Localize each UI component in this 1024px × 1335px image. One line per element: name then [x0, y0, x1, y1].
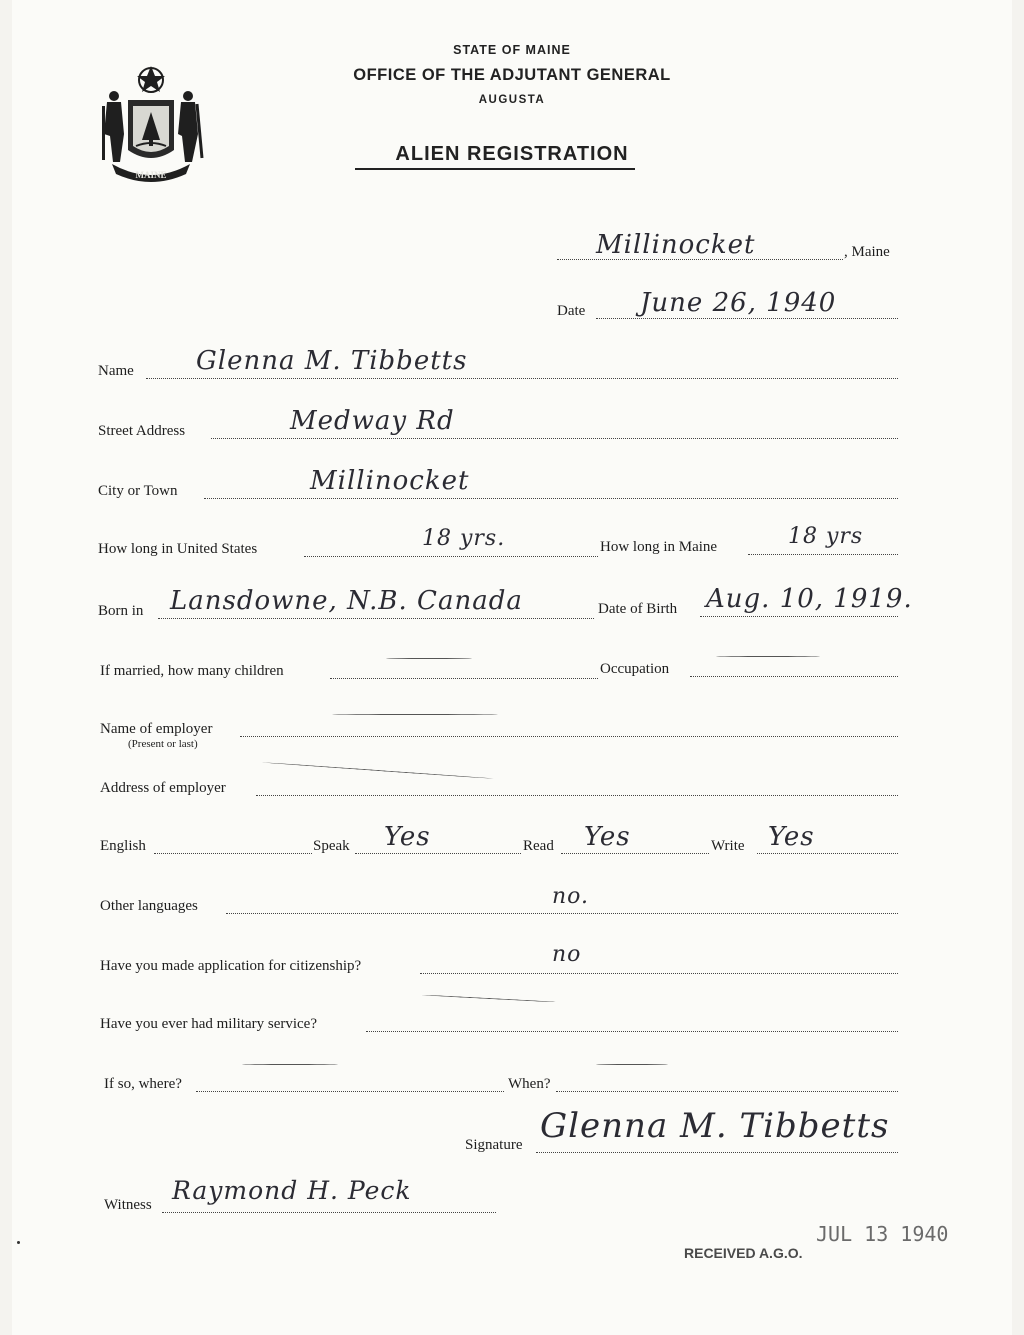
city-heading: AUGUSTA	[478, 94, 546, 106]
state-heading: STATE OF MAINE	[453, 43, 571, 57]
name-value: Glenna M. Tibbetts	[196, 346, 468, 376]
us-years-value: 18 yrs.	[422, 526, 506, 551]
dob-value: Aug. 10, 1919.	[706, 584, 913, 614]
state-seal-icon	[98, 62, 204, 189]
signature-value: Glenna M. Tibbetts	[540, 1106, 890, 1146]
write-label: Write	[711, 838, 745, 854]
other-languages-value: no.	[552, 884, 590, 909]
employer-address-label: Address of employer	[100, 780, 226, 796]
signature-label: Signature	[465, 1137, 523, 1153]
born-in-value: Lansdowne, N.B. Canada	[170, 586, 523, 616]
employer-dash	[332, 714, 498, 715]
citizenship-value: no	[552, 942, 582, 967]
speak-value: Yes	[384, 822, 431, 852]
citizenship-label: Have you made application for citizenship?	[100, 958, 362, 974]
read-label: Read	[523, 838, 554, 854]
title-underline	[355, 168, 635, 170]
received-stamp-date: JUL 13 1940	[816, 1222, 949, 1246]
read-value: Yes	[584, 822, 631, 852]
form-title: ALIEN REGISTRATION	[395, 143, 629, 165]
city-value: Millinocket	[310, 466, 470, 496]
name-label: Name	[98, 363, 134, 379]
town-value: Millinocket	[596, 230, 756, 260]
maine-years-label: How long in Maine	[600, 539, 718, 555]
employer-label: Name of employer	[100, 721, 213, 737]
city-label: City or Town	[98, 483, 178, 499]
when-label: When?	[508, 1076, 551, 1092]
born-in-label: Born in	[98, 603, 144, 619]
received-stamp-text: RECEIVED A.G.O.	[684, 1245, 803, 1261]
state-suffix: , Maine	[844, 244, 890, 260]
when-dash	[596, 1064, 668, 1065]
maine-years-value: 18 yrs	[788, 524, 864, 549]
other-languages-label: Other languages	[100, 898, 198, 914]
employer-sublabel: (Present or last)	[128, 738, 198, 750]
where-dash	[242, 1064, 338, 1065]
dob-label: Date of Birth	[598, 601, 678, 617]
date-value: June 26, 1940	[640, 288, 837, 318]
where-label: If so, where?	[104, 1076, 182, 1092]
children-dash	[386, 658, 472, 659]
english-label: English	[100, 838, 146, 854]
occupation-dash	[716, 656, 820, 657]
date-label: Date	[557, 303, 586, 319]
children-label: If married, how many children	[100, 663, 284, 679]
military-label: Have you ever had military service?	[100, 1016, 317, 1032]
seal-banner-text: MAINE	[135, 170, 167, 180]
occupation-label: Occupation	[600, 661, 670, 677]
witness-value: Raymond H. Peck	[172, 1176, 412, 1205]
witness-label: Witness	[104, 1197, 152, 1213]
write-value: Yes	[768, 822, 815, 852]
us-years-label: How long in United States	[98, 541, 258, 557]
scan-speck	[17, 1241, 20, 1244]
street-value: Medway Rd	[290, 406, 455, 436]
street-label: Street Address	[98, 423, 186, 439]
speak-label: Speak	[313, 838, 350, 854]
office-heading: OFFICE OF THE ADJUTANT GENERAL	[353, 66, 671, 84]
